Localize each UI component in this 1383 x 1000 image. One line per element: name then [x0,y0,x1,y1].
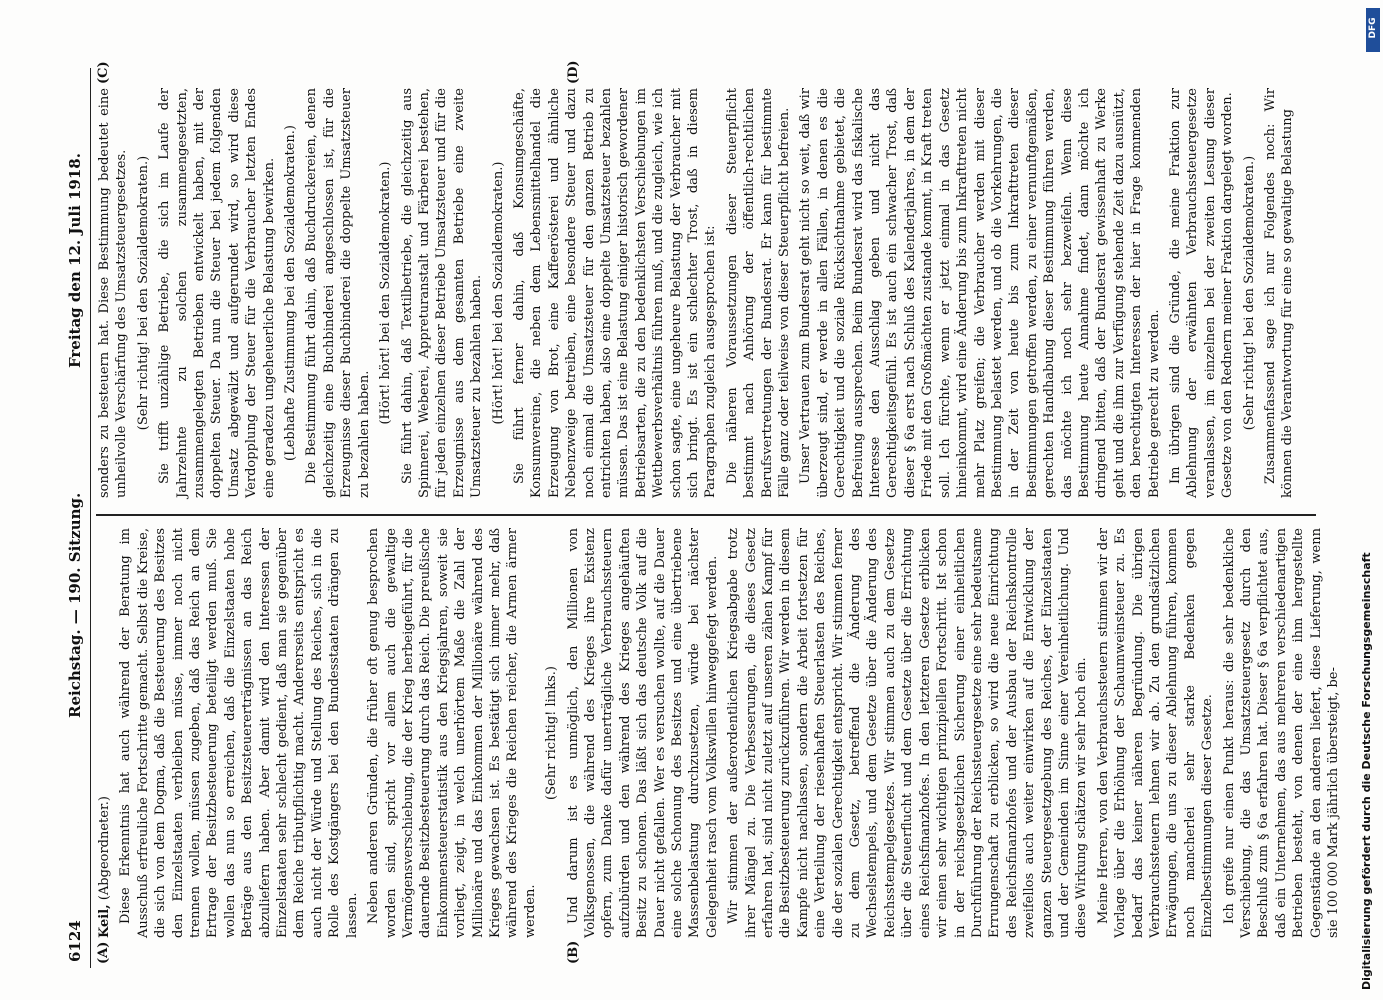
paragraph: Sie führt ferner dahin, daß Konsumgeschäfte, Konsumvereine, die neben dem Lebensmittelhandel die Erzeugung von Brot, eine Kaffeerösterei und ähnliche Nebenzweige betreiben, eine besondere Steuer und dazu noch einmal die Umsatzsteuer für den ganzen Betrieb zu entrichten haben, also eine doppelte Umsatzsteuer bezahlen müssen. Das ist eine Belastung einiger historisch gewordener Betriebsarten, die zu den bedenklichsten Verschiebungen im Wettbewerbsverhältnis führen muß, und die zugleich, wie ich schon sagte, eine ungeheure Belastung der Verbraucher mit sich bringt. Es ist ein schlechter Trost, daß in diesem Paragraphen zugleich ausgesprochen ist: [511,88,719,498]
paragraph: Unser Vertrauen zum Bundesrat geht nicht so weit, daß wir überzeugt sind, er werde in allen Fällen, in denen es die Gerechtigkeit und die soziale Rücksichtnahme gebietet, die Befreiung aussprechen. Beim Bundesrat wird das fiskalische Interesse den Ausschlag geben und nicht das Gerechtigkeitsgefühl. Es ist auch ein schwacher Trost, daß dieser § 6a erst nach Schluß des Kalenderjahres, in dem der Friede mit den Großmächten zustande kommt, in Kraft treten soll. Ich fürchte, wenn er jetzt einmal in das Gesetz hineinkommt, wird eine Änderung bis zum Inkrafttreten nicht mehr Platz greifen; die Verbraucher werden mit dieser Bestimmung belastet werden, und ob die Vorkehrungen, die in der Zeit von heute bis zum Inkrafttreten dieser Bestimmungen getroffen werden, zu einer vernunftgemäßen, gerechten Handhabung dieser Bestimmung führen werden, das möchte ich noch sehr bezweifeln. Wenn diese Bestimmung heute Annahme findet, dann möchte ich dringend bitten, daß der Bundesrat gewissenhaft zu Werke geht und die ihm zur Verfügung stehende Zeit dazu ausnützt, den berechtigten Interessen der hier in Frage kommenden Betriebe gerecht zu werden. [798,88,1162,498]
margin-marker-c: (C) [96,61,111,84]
margin-marker-a: (A) [96,941,111,964]
dfg-logo [1366,8,1380,52]
speaker-line: Keil, (Abgeordneter.) [97,796,112,938]
session-date: Freitag den 12. Juli 1918. [66,153,84,368]
page-number: 6124 [66,920,84,962]
paragraph: Wir stimmen der außerordentlichen Kriegsabgabe trotz ihrer Mängel zu. Die Verbesserungen, die dieses Gesetz erfahren hat, sind nicht zuletzt auf unseren zähen Kampf für die Besitzbesteuerung zurückzuführen. Wir werden in diesem Kampfe nicht nachlassen, sondern die Arbeit fortsetzen für eine Verteilung der riesenhaften Steuerlasten des Reiches, die der sozialen Gerechtigkeit entspricht. Wir stimmen ferner zu dem Gesetz, betreffend die Änderung des Wechselstempels, und dem Gesetze über die Änderung des Reichsstempelgesetzes. Wir stimmen auch zu dem Gesetze über die Steuerflucht und dem Gesetze über die Errichtung eines Reichsfinanzhofes. In den letzteren Gesetze erblicken wir einen sehr wichtigen prinzipiellen Fortschritt. Ist schon in der reichsgesetzlichen Sicherung einer einheitlichen Durchführung der Reichssteuergesetze eine sehr bedeutsame Errungenschaft zu erblicken, so wird die neue Einrichtung des Reichsfinanzhofes und der Ausbau der Reichskontrolle zweifellos auch weiter einwirken auf die Entwicklung der ganzen Steuergesetzgebung des Reiches, der Einzelstaaten und der Gemeinden im Sinne einer Vereinheitlichung. Und diese Wirkung schätzen wir sehr hoch ein. [726,528,1090,938]
interjection: (Sehr richtig! links.) [544,666,560,800]
paragraph: Sie führt dahin, daß Textilbetriebe, die gleichzeitig aus Spinnerei, Weberei, Appreturanstalt und Färberei bestehen, für jeden einzelnen dieser Betriebe Umsatzsteuer und für die Erzeugnisse aus dem gesamten Betriebe eine zweite Umsatzsteuer zu bezahlen haben. [399,88,485,498]
paragraph: Die Bestimmung führt dahin, daß Buchdruckereien, denen gleichzeitig eine Buchbinderei angeschlossen ist, für die Erzeugnisse dieser Buchbinderei die doppelte Umsatzsteuer zu bezahlen haben. [304,88,372,498]
left-column [96,528,1342,938]
credit-text: Digitalisierung gefördert durch die Deutsche Forschungsgemeinschaft [1360,552,1373,990]
text-columns [96,60,1342,968]
interjection: (Hört! hört! bei den Sozialdemokraten.) [490,161,506,425]
page-header [60,68,91,968]
paragraph: Zusammenfassend sage ich nur Folgendes noch: Wir können die Verantwortung für eine so gewaltige Belastung [1263,88,1296,498]
paragraph: Meine Herren, von den Verbrauchssteuern stimmen wir der Vorlage über die Erhöhung der Schaumweinsteuer zu. Es bedarf das keiner näheren Begründung. Die übrigen Verbrauchssteuern lehnen wir ab. Zu den grundsätzlichen Erwägungen, die uns zu dieser Ablehnung führen, kommen noch mancherlei sehr starke Bedenken gegen Einzelbestimmungen dieser Gesetze. [1095,528,1216,938]
paragraph: Ich greife nur einen Punkt heraus: die sehr bedenkliche Verschiebung, die das Umsatzsteuergesetz durch den Beschluß zum § 6a erfahren hat. Dieser § 6a verpflichtet aus, daß ein Unternehmen, das aus mehreren verschiedenartigen Betrieben besteht, von denen der eine ihm hergestellte Gegenstände an den anderen liefert, diese Lieferung, wenn sie 100 000 Mark jährlich übersteigt, be- [1221,528,1342,938]
paragraph: Diese Erkenntnis hat auch während der Beratung im Ausschuß erfreuliche Fortschritte gemacht. Selbst die Kreise, die sich von dem Dogma, daß die Besteuerung des Besitzes den Einzelstaaten verbleiben müsse, immer noch nicht trennen wollen, müssen zugeben, daß das Reich an dem Ertrage der Besitzbesteuerung beteiligt werden muß. Sie wollen das nun so erreichen, daß die Einzelstaaten hohe Beträge aus den Besitzsteuererträgnissen an das Reich abzuliefern haben. Aber damit wird den Interessen der Einzelstaaten sehr schlecht gedient, daß man sie gegenüber dem Reiche tributpflichtig macht. Andererseits entspricht es auch nicht der Würde und Stellung des Reiches, sich in die Rolle des Kostgängers bei den Bundesstaaten drängen zu lassen. [118,528,360,938]
speaker-name: Keil, [97,904,112,938]
rotated-page-content [60,60,1342,968]
interjection: (Sehr richtig! bei den Sozialdemokraten.) [1241,155,1257,431]
quote: Die näheren Voraussetzungen dieser Steuerpflicht bestimmt nach Anhörung der öffentlich-rechtlichen Berufsvertretungen der Bundesrat. Er kann für bestimmte Fälle ganz oder teilweise von dieser Steuerpflicht befreien. [724,88,793,498]
right-column [96,88,1316,498]
paragraph: sonders zu besteuern hat. Diese Bestimmung bedeutet eine unheilvolle Verschärfung des Umsatzsteuergesetzes. [97,88,130,498]
paragraph: Sie trifft unzählige Betriebe, die sich im Laufe der Jahrzehnte zu solchen zusammengesetzten, zusammengelegten Betrieben entwickelt haben, mit der doppelten Steuer. Da nun die Steuer bei jedem folgenden Umsatz abgewälzt und aufgerundet wird, so wird diese Verdopplung der Steuer für die Verbraucher letzten Endes eine geradezu ungeheuerliche Belastung bewirken. [157,88,277,498]
paragraph: Im übrigen sind die Gründe, die meine Fraktion zur Ablehnung der erwähnten Verbrauchssteuergesetze veranlassen, im einzelnen bei der zweiten Lesung dieser Gesetze von den Rednern meiner Fraktion dargelegt worden. [1167,88,1236,498]
interjection: (Sehr richtig! bei den Sozialdemokraten.) [135,155,151,431]
margin-marker-b: (B) [566,940,581,964]
paragraph: Neben anderen Gründen, die früher oft genug besprochen worden sind, spricht vor allem auch die gewaltige Vermögensverschiebung, die der Krieg herbeigeführt, für die dauernde Besitzbesteuerung durch das Reich. Die preußische Einkommensteuerstatistik aus den Kriegsjahren, soweit sie vorliegt, zeigt, in welch unerhörtem Maße die Zahl der Millionäre und das Einkommen der Millionäre während des Krieges gewachsen ist. Es bestätigt sich immer mehr, daß während des Krieges die Reichen reicher, die Armen ärmer werden. [366,528,538,938]
dfg-logo-text: DFG [1368,17,1378,39]
paragraph: Und darum ist es unmöglich, den Millionen von Volksgenossen, die während des Krieges ihre Existenz opfern, zum Danke dafür unerträgliche Verbrauchssteuern aufzubürden und den während des Krieges angehäuften Besitz zu schonen. Das läßt sich das deutsche Volk auf die Dauer nicht gefallen. Wer es versuchen wollte, auf die Dauer eine solche Schonung des Besitzes und eine übertriebene Massenbelastung durchzusetzen, würde bei nächster Gelegenheit rasch vom Volkswillen hinweggefegt werden. [565,528,720,938]
session-title: Reichstag. — 190. Sitzung. [66,492,84,718]
interjection: (Lebhafte Zustimmung bei den Sozialdemokraten.) [283,125,299,461]
digitization-credit [1360,60,1376,990]
interjection: (Hört! hört! bei den Sozialdemokraten.) [378,161,394,425]
speaker-note: Abgeordneter. [97,801,112,896]
column-divider [96,515,1316,517]
margin-marker-d: (D) [566,60,581,84]
